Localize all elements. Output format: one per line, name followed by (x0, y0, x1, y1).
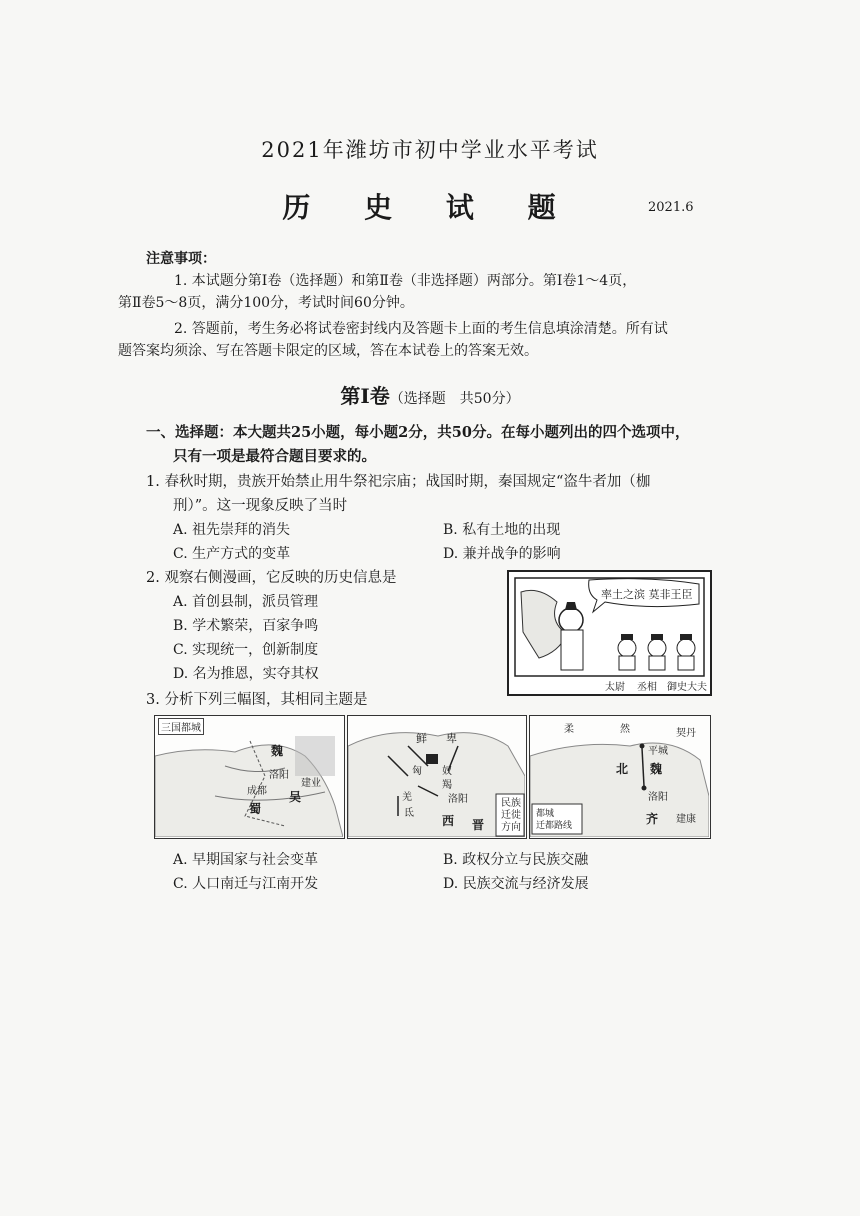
notice-item-2 (118, 318, 716, 362)
map-2-drawing (348, 716, 525, 837)
notice-item-1-line1: 1. 本试题分第Ⅰ卷（选择题）和第Ⅱ卷（非选择题）两部分。第Ⅰ卷1～4页， (174, 273, 637, 289)
question-1-stem-line2: 刑）”。这一现象反映了当时 (173, 498, 348, 514)
choice-instructions (146, 421, 726, 469)
cartoon-caption-2: 丞相 (637, 682, 657, 693)
map-3-legend-line2: 迁都路线 (536, 821, 573, 831)
map-3-legend-line1: 都城 (536, 809, 555, 819)
map-2-label-luoyang: 洛阳 (448, 794, 468, 805)
question-1-option-a[interactable]: A. 祖先崇拜的消失 (173, 522, 291, 538)
notice-item-2-line2: 题答案均须涂、写在答题卡限定的区域，答在本试卷上的答案无效。 (118, 343, 538, 359)
map-1-label-chengdu: 成都 (247, 786, 267, 797)
map-1-label-wu: 吴 (289, 790, 302, 804)
map-2-label-xian: 鲜 (416, 732, 427, 745)
map-2-label-bei: 卑 (446, 732, 457, 745)
question-2-option-c[interactable]: C. 实现统一，创新制度 (173, 642, 319, 658)
map-2-legend (501, 798, 521, 834)
map-3-label-ran: 然 (620, 724, 630, 735)
map-1-legend: 三国都城 (158, 718, 204, 735)
question-3-stem: 3. 分析下列三幅图，其相同主题是 (146, 692, 368, 708)
map-2-legend-line2: 迁徙 (501, 810, 521, 821)
map-1-label-luoyang: 洛阳 (269, 770, 289, 781)
question-3-option-b[interactable]: B. 政权分立与民族交融 (443, 852, 589, 868)
section-title (0, 380, 860, 409)
map-2-label-xi: 西 (442, 814, 455, 828)
map-2-label-xiong: 匈 (412, 766, 422, 777)
map-3-label-pingcheng: 平城 (648, 746, 668, 757)
question-1-option-b[interactable]: B. 私有土地的出现 (443, 522, 561, 538)
section-title-sub: （选择题 共50分） (389, 391, 520, 407)
map-2-label-nu: 奴 (442, 766, 452, 777)
question-3-option-d[interactable]: D. 民族交流与经济发展 (443, 876, 589, 892)
cartoon-image (507, 570, 712, 696)
notice-item-1 (118, 270, 716, 314)
map-3-label-qi: 齐 (646, 812, 659, 826)
cartoon-caption-3: 御史大夫 (667, 682, 707, 693)
question-2-option-a[interactable]: A. 首创县制，派员管理 (173, 594, 319, 610)
map-3-legend (536, 808, 572, 832)
map-1-label-shu: 蜀 (249, 802, 262, 816)
question-2-option-b[interactable]: B. 学术繁荣，百家争鸣 (173, 618, 319, 634)
map-3-label-luoyang: 洛阳 (648, 792, 668, 803)
map-3-label-wei: 魏 (650, 762, 663, 776)
notice-heading: 注意事项： (146, 251, 216, 267)
question-3-option-c[interactable]: C. 人口南迁与江南开发 (173, 876, 319, 892)
map-3-label-jiankang: 建康 (676, 814, 696, 825)
question-1-option-c[interactable]: C. 生产方式的变革 (173, 546, 291, 562)
map-3-label-bei: 北 (616, 762, 629, 776)
notice-item-1-line2: 第Ⅱ卷5～8页，满分100分，考试时间60分钟。 (118, 295, 414, 311)
question-1-stem-line1: 1. 春秋时期，贵族开始禁止用牛祭祀宗庙；战国时期，秦国规定“盗牛者加（枷 (146, 474, 651, 490)
question-1-option-d[interactable]: D. 兼并战争的影响 (443, 546, 561, 562)
cartoon-speech: 率土之滨 莫非王臣 (601, 588, 693, 601)
question-2-stem: 2. 观察右侧漫画，它反映的历史信息是 (146, 570, 397, 586)
map-2-legend-line1: 民族 (501, 798, 521, 809)
instructions-line1: 一、选择题：本大题共25小题，每小题2分，共50分。在每小题列出的四个选项中， (146, 424, 690, 441)
map-2-label-qiang: 羌 (402, 792, 412, 803)
question-3-option-a[interactable]: A. 早期国家与社会变革 (173, 852, 319, 868)
map-2-label-di: 氐 (404, 808, 414, 819)
map-2-label-jin: 晋 (472, 818, 485, 832)
exam-title: 2021年潍坊市初中学业水平考试 (261, 138, 599, 162)
map-northern-wei (529, 715, 711, 839)
question-1 (146, 470, 726, 518)
question-2-option-d[interactable]: D. 名为推恩，实夺其权 (173, 666, 319, 682)
exam-date: 2021.6 (648, 200, 694, 215)
map-1-label-wei: 魏 (271, 744, 284, 758)
map-2-label-jie: 羯 (442, 780, 452, 791)
notice-item-2-line1: 2. 答题前，考生务必将试卷密封线内及答题卡上面的考生信息填涂清楚。所有试 (174, 321, 668, 337)
map-2-legend-line3: 方向 (501, 822, 521, 833)
map-3-label-qidan: 契丹 (676, 728, 696, 739)
subject-title: 历 史 试 题 (282, 191, 578, 224)
map-3-label-rou: 柔 (564, 724, 574, 735)
section-title-main: 第Ⅰ卷 (340, 384, 390, 408)
map-three-kingdoms (154, 715, 345, 839)
map-migration (347, 715, 527, 839)
instructions-line2: 只有一项是最符合题目要求的。 (173, 448, 376, 465)
cartoon-caption-1: 太尉 (605, 682, 625, 693)
map-1-label-jianye: 建业 (301, 778, 321, 789)
